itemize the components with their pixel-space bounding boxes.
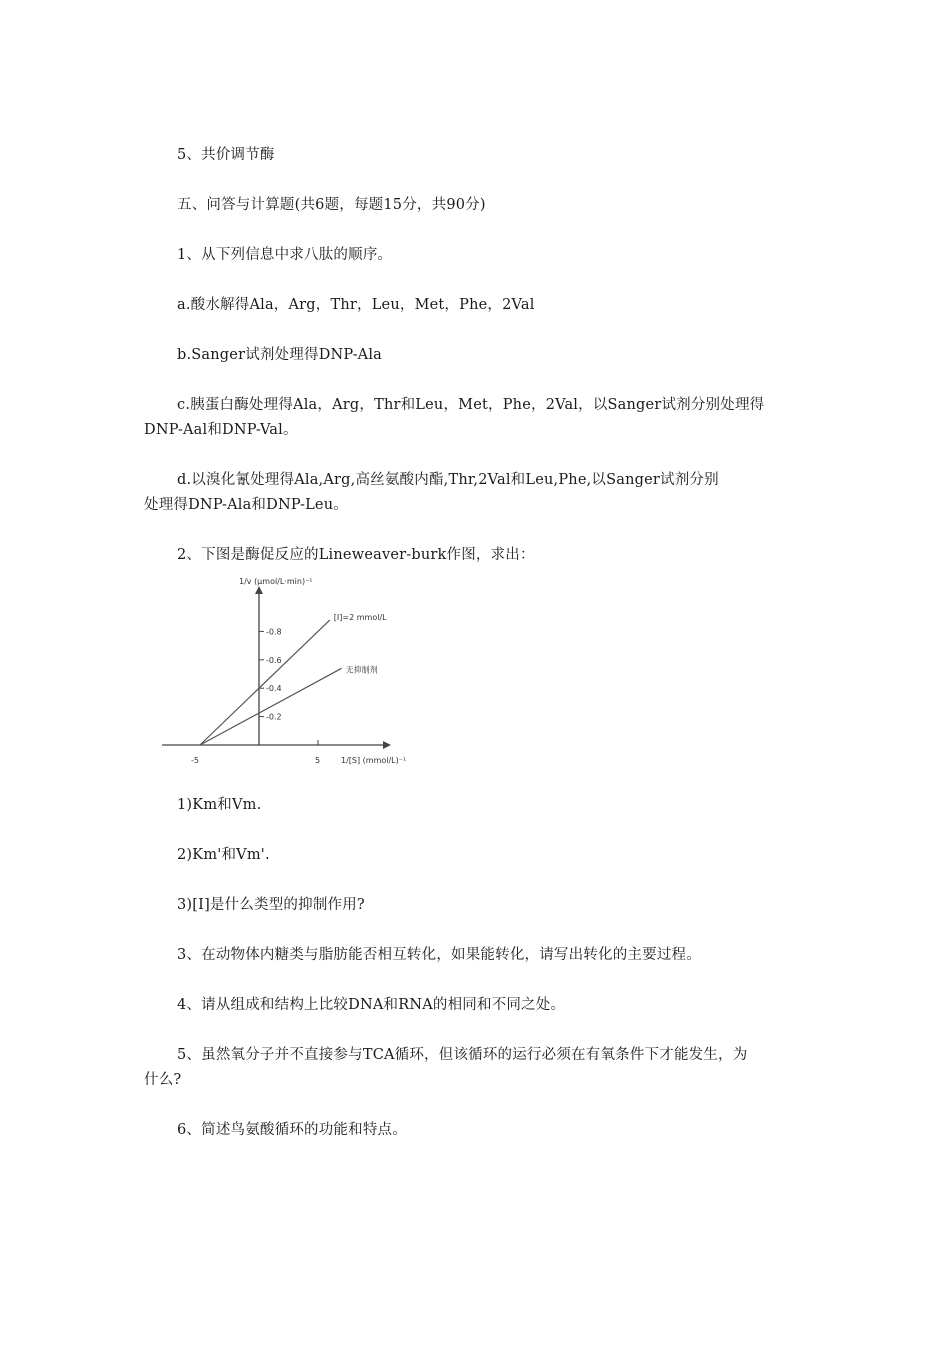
question-4: 4、请从组成和结构上比较DNA和RNA的相同和不同之处。 bbox=[177, 997, 566, 1013]
question-2-prompt: 2、下图是酶促反应的Lineweaver-burk作图，求出： bbox=[177, 547, 535, 563]
y-tick-label: -0.4 bbox=[266, 684, 282, 694]
series-line-1 bbox=[200, 620, 330, 745]
series-label-2: 无抑制剂 bbox=[345, 665, 378, 675]
question-1-item-c-line2: DNP-Aal和DNP-Val。 bbox=[144, 422, 298, 438]
question-1-item-a: a.酸水解得Ala，Arg，Thr，Leu，Met，Phe，2Val bbox=[177, 297, 535, 313]
question-2-sub-2: 2)Km'和Vm'. bbox=[177, 847, 270, 863]
y-tick-label: -0.6 bbox=[266, 655, 282, 665]
section4-item-5: 5、共价调节酶 bbox=[177, 147, 275, 163]
question-1-item-d-line2: 处理得DNP-Ala和DNP-Leu。 bbox=[144, 497, 348, 513]
x-tick-label: 5 bbox=[315, 756, 321, 765]
question-2-sub-3: 3)[I]是什么类型的抑制作用? bbox=[177, 897, 365, 913]
question-1-item-c-line1: c.胰蛋白酶处理得Ala，Arg，Thr和Leu，Met，Phe，2Val，以Sanger试剂分别处理得 bbox=[177, 397, 765, 413]
y-axis-arrow bbox=[255, 586, 263, 594]
question-5-line2: 什么? bbox=[144, 1072, 182, 1088]
question-6: 6、简述鸟氨酸循环的功能和特点。 bbox=[177, 1122, 407, 1138]
lineweaver-burk-chart bbox=[155, 572, 425, 772]
question-1-item-d-line1: d.以溴化氰处理得Ala,Arg,高丝氨酸内酯,Thr,2Val和Leu,Phe,以Sanger试剂分别 bbox=[177, 472, 719, 488]
x-axis-arrow bbox=[383, 741, 391, 749]
question-3: 3、在动物体内糖类与脂肪能否相互转化，如果能转化，请写出转化的主要过程。 bbox=[177, 947, 701, 963]
x-tick-label: -5 bbox=[191, 756, 199, 765]
series-line-2 bbox=[200, 668, 342, 745]
question-2-sub-1: 1)Km和Vm. bbox=[177, 797, 262, 813]
question-1-item-b: b.Sanger试剂处理得DNP-Ala bbox=[177, 347, 383, 363]
x-axis-label: 1/[S] (mmol/L)⁻¹ bbox=[341, 756, 407, 765]
question-5-line1: 5、虽然氧分子并不直接参与TCA循环，但该循环的运行必须在有氧条件下才能发生，为 bbox=[177, 1047, 748, 1063]
section5-title: 五、问答与计算题(共6题，每题15分，共90分) bbox=[177, 197, 486, 213]
y-tick-label: -0.2 bbox=[266, 712, 282, 722]
series-label-1: [I]=2 mmol/L bbox=[333, 613, 387, 623]
question-1-prompt: 1、从下列信息中求八肽的顺序。 bbox=[177, 247, 393, 263]
y-tick-label: -0.8 bbox=[266, 627, 282, 637]
y-axis-label: 1/v (μmol/L·min)⁻¹ bbox=[239, 577, 313, 586]
